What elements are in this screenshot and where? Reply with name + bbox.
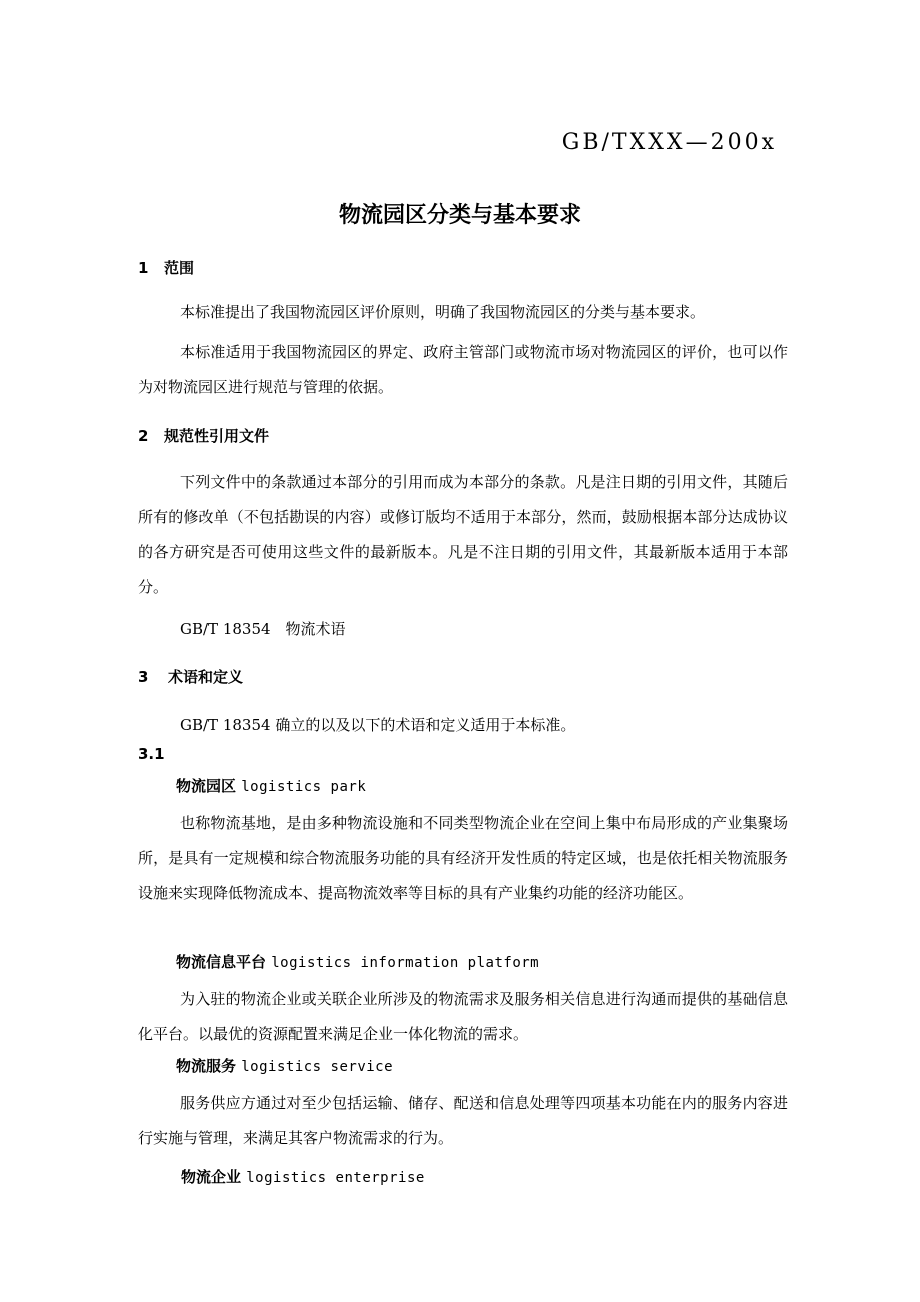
term-definition: 服务供应方通过对至少包括运输、储存、配送和信息处理等四项基本功能在内的服务内容进行实施与管理，来满足其客户物流需求的行为。 xyxy=(138,1094,788,1147)
term-heading xyxy=(176,775,366,796)
section-1-heading xyxy=(138,257,194,278)
document-code: GB/TXXX—200x xyxy=(561,130,777,155)
section-number: 1 xyxy=(138,259,149,277)
term-definition: 也称物流基地，是由多种物流设施和不同类型物流企业在空间上集中布局形成的产业集聚场所，是具有一定规模和综合物流服务功能的具有经济开发性质的特定区域，也是依托相关物流服务设施来实现降低物流成本、提高物流效率等目标的具有产业集约功能的经济功能区。 xyxy=(138,814,788,902)
section-3-paragraph-1: GB/T 18354 确立的以及以下的术语和定义适用于本标准。 xyxy=(180,716,576,734)
section-title: 术语和定义 xyxy=(168,668,244,686)
term-definition: 为入驻的物流企业或关联企业所涉及的物流需求及服务相关信息进行沟通而提供的基础信息化平台。以最优的资源配置来满足企业一体化物流的需求。 xyxy=(138,990,788,1043)
section-title: 范围 xyxy=(164,259,195,277)
section-number: 2 xyxy=(138,427,149,445)
term-heading xyxy=(176,951,539,972)
section-3-heading xyxy=(138,666,243,687)
normative-reference: GB/T 18354 物流术语 xyxy=(180,620,346,638)
term-en: logistics information platform xyxy=(271,955,540,971)
document-title: 物流园区分类与基本要求 xyxy=(338,203,581,228)
term-zh: 物流企业 xyxy=(181,1168,242,1186)
section-title: 规范性引用文件 xyxy=(164,427,270,445)
term-en: logistics park xyxy=(241,779,367,795)
term-heading xyxy=(176,1055,393,1076)
section-2-heading xyxy=(138,425,269,446)
subsection-number: 3.1 xyxy=(138,745,165,763)
term-zh: 物流园区 xyxy=(176,777,237,795)
section-1-paragraph-1: 本标准提出了我国物流园区评价原则，明确了我国物流园区的分类与基本要求。 xyxy=(180,303,706,321)
section-2-paragraph-1: 下列文件中的条款通过本部分的引用而成为本部分的条款。凡是注日期的引用文件，其随后所有的修改单（不包括勘误的内容）或修订版均不适用于本部分，然而，鼓励根据本部分达成协议的各方研究是否可使用这些文件的最新版本。凡是不注日期的引用文件，其最新版本适用于本部分。 xyxy=(138,473,788,596)
term-zh: 物流服务 xyxy=(176,1057,237,1075)
section-1-paragraph-2: 本标准适用于我国物流园区的界定、政府主管部门或物流市场对物流园区的评价，也可以作为对物流园区进行规范与管理的依据。 xyxy=(138,343,788,396)
term-zh: 物流信息平台 xyxy=(176,953,267,971)
term-en: logistics enterprise xyxy=(246,1170,425,1186)
section-number: 3 xyxy=(138,668,149,686)
term-heading xyxy=(181,1166,425,1187)
term-en: logistics service xyxy=(241,1059,394,1075)
